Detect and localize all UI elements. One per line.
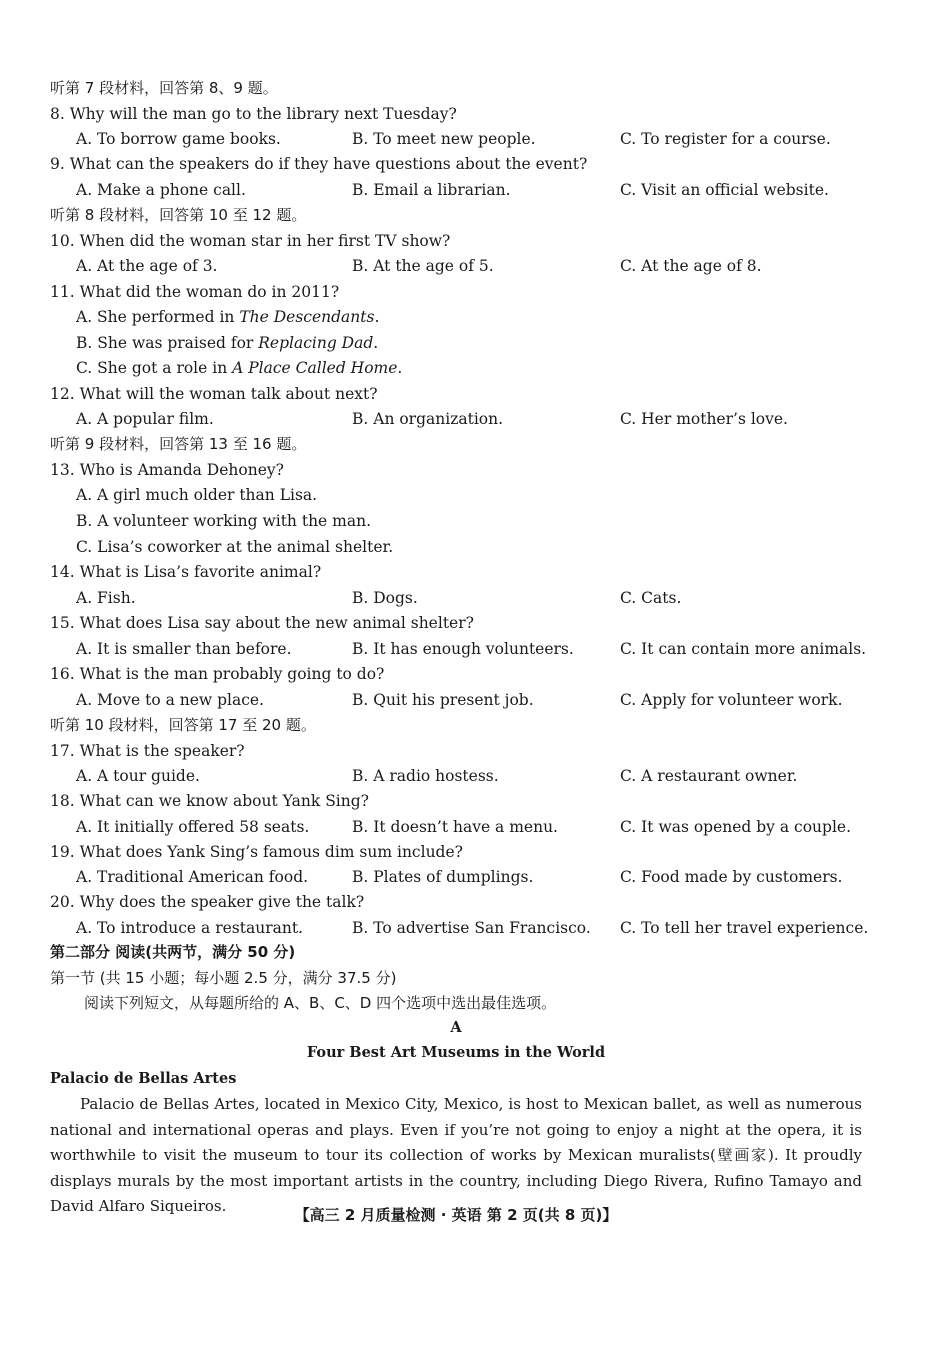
question-19-option-b: B. Plates of dumplings.	[352, 868, 534, 886]
question-16-stem: 16. What is the man probably going to do?	[50, 665, 385, 683]
question-11-option-c: C. She got a role in A Place Called Home.	[76, 359, 403, 377]
question-20-option-a: A. To introduce a restaurant.	[76, 919, 303, 937]
question-11-stem: 11. What did the woman do in 2011?	[50, 283, 340, 301]
question-17-option-a: A. A tour guide.	[76, 767, 200, 785]
question-11-option-b: B. She was praised for Replacing Dad.	[76, 334, 379, 352]
question-17-stem: 17. What is the speaker?	[50, 742, 245, 760]
question-11-option-a: A. She performed in The Descendants.	[76, 308, 380, 326]
question-10-option-c: C. At the age of 8.	[620, 257, 762, 275]
question-8-stem: 8. Why will the man go to the library next Tuesday?	[50, 105, 457, 123]
section-header-9: 听第 9 段材料，回答第 13 至 16 题。	[50, 435, 307, 453]
film-title: Replacing Dad	[258, 334, 374, 352]
question-10-option-a: A. At the age of 3.	[76, 257, 218, 275]
passage-paragraph: Palacio de Bellas Artes, located in Mexico City, Mexico, is host to Mexican ballet, as well as numerous national and international operas and plays. Even if you’re not going to enjoy a night at the opera, it is worthwhile to visit the museum to tour its collection of works by Mexican muralists(壁画家). It proudly displays murals by the most important artists in the country, including Diego Rivera, Rufino Tamayo and David Alfaro Siqueiros.	[50, 1095, 862, 1215]
question-19-option-c: C. Food made by customers.	[620, 868, 843, 886]
question-9-option-b: B. Email a librarian.	[352, 181, 511, 199]
question-12-option-a: A. A popular film.	[76, 410, 214, 428]
question-9-option-c: C. Visit an official website.	[620, 181, 829, 199]
section-header-8: 听第 8 段材料，回答第 10 至 12 题。	[50, 206, 307, 224]
section-header-7: 听第 7 段材料，回答第 8、9 题。	[50, 79, 278, 97]
question-20-option-b: B. To advertise San Francisco.	[352, 919, 591, 937]
question-13-stem: 13. Who is Amanda Dehoney?	[50, 461, 284, 479]
question-12-stem: 12. What will the woman talk about next?	[50, 385, 378, 403]
question-18-option-b: B. It doesn’t have a menu.	[352, 818, 558, 836]
reading-instruction: 阅读下列短文，从每题所给的 A、B、C、D 四个选项中选出最佳选项。	[84, 994, 557, 1012]
question-10-stem: 10. When did the woman star in her first TV show?	[50, 232, 451, 250]
question-13-option-c: C. Lisa’s coworker at the animal shelter.	[76, 538, 394, 556]
question-8-option-a: A. To borrow game books.	[76, 130, 281, 148]
question-15-option-c: C. It can contain more animals.	[620, 640, 867, 658]
question-10-option-b: B. At the age of 5.	[352, 257, 494, 275]
section-one-heading: 第一节 (共 15 小题；每小题 2.5 分，满分 37.5 分)	[50, 969, 397, 987]
question-20-option-c: C. To tell her travel experience.	[620, 919, 869, 937]
question-9-option-a: A. Make a phone call.	[76, 181, 246, 199]
question-18-option-c: C. It was opened by a couple.	[620, 818, 852, 836]
film-title: A Place Called Home	[232, 359, 398, 377]
question-8-option-b: B. To meet new people.	[352, 130, 536, 148]
question-14-option-b: B. Dogs.	[352, 589, 418, 607]
question-16-option-b: B. Quit his present job.	[352, 691, 534, 709]
museum-subheading: Palacio de Bellas Artes	[50, 1070, 237, 1087]
question-15-stem: 15. What does Lisa say about the new animal shelter?	[50, 614, 474, 632]
question-12-option-b: B. An organization.	[352, 410, 504, 428]
question-20-stem: 20. Why does the speaker give the talk?	[50, 893, 365, 911]
section-header-10: 听第 10 段材料，回答第 17 至 20 题。	[50, 716, 316, 734]
page-footer: 【高三 2 月质量检测 · 英语 第 2 页(共 8 页)】	[294, 1206, 618, 1224]
question-18-option-a: A. It initially offered 58 seats.	[76, 818, 310, 836]
question-15-option-a: A. It is smaller than before.	[76, 640, 292, 658]
question-19-stem: 19. What does Yank Sing’s famous dim sum include?	[50, 843, 463, 861]
film-title: The Descendants	[239, 308, 375, 326]
question-18-stem: 18. What can we know about Yank Sing?	[50, 792, 369, 810]
question-15-option-b: B. It has enough volunteers.	[352, 640, 574, 658]
question-13-option-b: B. A volunteer working with the man.	[76, 512, 371, 530]
question-16-option-a: A. Move to a new place.	[76, 691, 265, 709]
question-14-stem: 14. What is Lisa’s favorite animal?	[50, 563, 322, 581]
question-16-option-c: C. Apply for volunteer work.	[620, 691, 843, 709]
question-19-option-a: A. Traditional American food.	[76, 868, 309, 886]
question-9-stem: 9. What can the speakers do if they have questions about the event?	[50, 155, 588, 173]
question-12-option-c: C. Her mother’s love.	[620, 410, 788, 428]
question-8-option-c: C. To register for a course.	[620, 130, 831, 148]
question-17-option-b: B. A radio hostess.	[352, 767, 499, 785]
question-14-option-a: A. Fish.	[76, 589, 136, 607]
passage-title: Four Best Art Museums in the World	[306, 1044, 606, 1061]
part-two-heading: 第二部分 阅读(共两节，满分 50 分)	[50, 943, 296, 961]
question-14-option-c: C. Cats.	[620, 589, 682, 607]
question-13-option-a: A. A girl much older than Lisa.	[76, 486, 318, 504]
question-17-option-c: C. A restaurant owner.	[620, 767, 798, 785]
passage-letter: A	[450, 1019, 462, 1036]
